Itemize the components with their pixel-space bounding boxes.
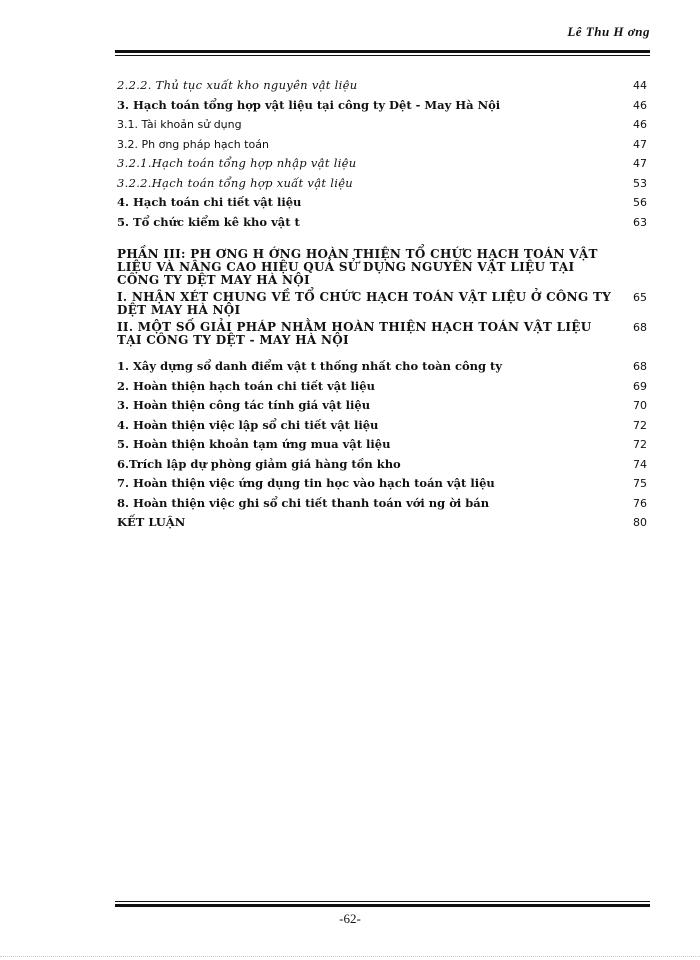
- toc-entry-page: 69: [633, 379, 647, 393]
- toc-entry-title: KẾT LUẬN: [117, 515, 186, 529]
- toc-entry-page: 75: [633, 477, 647, 490]
- toc-entry-title: II. MỘT SỐ GIẢI PHÁP NHẰM HOÀN THIỆN HẠCH TOÁN VẬT LIỆU TẠI CÔNG TY DỆT - MAY HÀ NỘI: [117, 320, 592, 347]
- table-of-contents: [117, 76, 647, 533]
- toc-entry-page: 44: [633, 79, 647, 92]
- toc-entry: [117, 435, 647, 455]
- toc-entry-page: 76: [633, 496, 647, 510]
- toc-entry-page: 47: [633, 137, 647, 151]
- toc-entry-page: 80: [633, 516, 647, 529]
- toc-entry-page: 47: [633, 157, 647, 170]
- toc-entry-page: 53: [633, 176, 647, 190]
- toc-entry: [117, 213, 647, 233]
- toc-entry: [117, 76, 647, 96]
- toc-entry-page: 56: [633, 196, 647, 209]
- toc-entry: [117, 96, 647, 116]
- toc-entry-title: 5. Tổ chức kiểm kê kho vật t: [117, 214, 300, 229]
- toc-entry-page: 72: [633, 418, 647, 432]
- toc-entry-page: 72: [633, 438, 647, 451]
- header-rule-thin: [115, 55, 650, 56]
- toc-entry: [117, 474, 647, 494]
- toc-entry-page: 68: [633, 321, 647, 334]
- toc-entry-title: 3. Hạch toán tổng hợp vật liệu tại công ty Dệt - May Hà Nội: [117, 97, 501, 112]
- toc-entry-title: 2. Hoàn thiện hạch toán chi tiết vật liệu: [117, 378, 375, 393]
- toc-entry: [117, 416, 647, 436]
- toc-entry-page: 46: [633, 118, 647, 131]
- header-rule-thick: [115, 50, 650, 53]
- toc-entry-title: 1. Xây dựng sổ danh điểm vật t thống nhất cho toàn công ty: [117, 359, 503, 373]
- toc-entry-title: 8. Hoàn thiện việc ghi sổ chi tiết thanh toán với ng ời bán: [117, 495, 490, 510]
- toc-entry: [117, 396, 647, 416]
- toc-entry-page: 65: [633, 291, 647, 304]
- toc-entry-title: 3.2.2.Hạch toán tổng hợp xuất vật liệu: [117, 175, 354, 190]
- toc-entry-title: 3.2.1.Hạch toán tổng hợp nhập vật liệu: [117, 156, 357, 170]
- toc-section-heading: [117, 248, 647, 287]
- toc-entry-title: 3.1. Tài khoản sử dụng: [117, 118, 242, 131]
- page-number: -62-: [339, 911, 361, 926]
- footer-rule-thin: [115, 901, 650, 902]
- toc-entry-title: 3.2. Ph ơng pháp hạch toán: [117, 137, 269, 151]
- toc-entry-title: 4. Hoàn thiện việc lập sổ chi tiết vật liệu: [117, 417, 379, 432]
- toc-entry-title: I. NHẬN XÉT CHUNG VỀ TỔ CHỨC HẠCH TOÁN VẬT LIỆU Ở CÔNG TY DỆT MAY HÀ NỘI: [117, 290, 612, 317]
- toc-entry-title: 2.2.2. Thủ tục xuất kho nguyên vật liệu: [117, 78, 358, 92]
- toc-entry-title: 4. Hạch toán chi tiết vật liệu: [117, 195, 302, 209]
- toc-entry-title: 3. Hoàn thiện công tác tính giá vật liệu: [117, 398, 371, 412]
- toc-entry-title: 7. Hoàn thiện việc ứng dụng tin học vào hạch toán vật liệu: [117, 476, 495, 490]
- toc-entry: [117, 135, 647, 155]
- page-edge-divider: [0, 956, 700, 957]
- toc-entry-page: 74: [633, 457, 647, 471]
- footer-rule-thick: [115, 904, 650, 907]
- toc-entry: [117, 193, 647, 213]
- toc-entry-page: 68: [633, 360, 647, 373]
- toc-entry: [117, 115, 647, 135]
- toc-entry-page: 46: [633, 98, 647, 112]
- toc-entry: [117, 513, 647, 533]
- toc-section-heading: [117, 321, 647, 347]
- toc-entry-title: 6.Trích lập dự phòng giảm giá hàng tồn kho: [117, 456, 401, 471]
- toc-entry-page: 63: [633, 215, 647, 229]
- toc-entry-page: 70: [633, 399, 647, 412]
- toc-entry-title: PHẦN III: PH ƠNG H ỚNG HOÀN THIỆN TỔ CHỨC HẠCH TOÁN VẬT LIỆU VÀ NÂNG CAO HIỆU QUẢ SỬ DỤNG NGUYÊN VẬT LIỆU TẠI CÔNG TY DỆT MAY HÀ NỘI: [117, 247, 598, 287]
- toc-entry-title: 5. Hoàn thiện khoản tạm ứng mua vật liệu: [117, 437, 391, 451]
- toc-entry: [117, 154, 647, 174]
- toc-entry: [117, 494, 647, 514]
- toc-entry: [117, 357, 647, 377]
- toc-entry: [117, 455, 647, 475]
- toc-entry: [117, 174, 647, 194]
- toc-entry: [117, 377, 647, 397]
- author-header: Lê Thu H ơng: [567, 24, 650, 39]
- toc-section-heading: [117, 291, 647, 317]
